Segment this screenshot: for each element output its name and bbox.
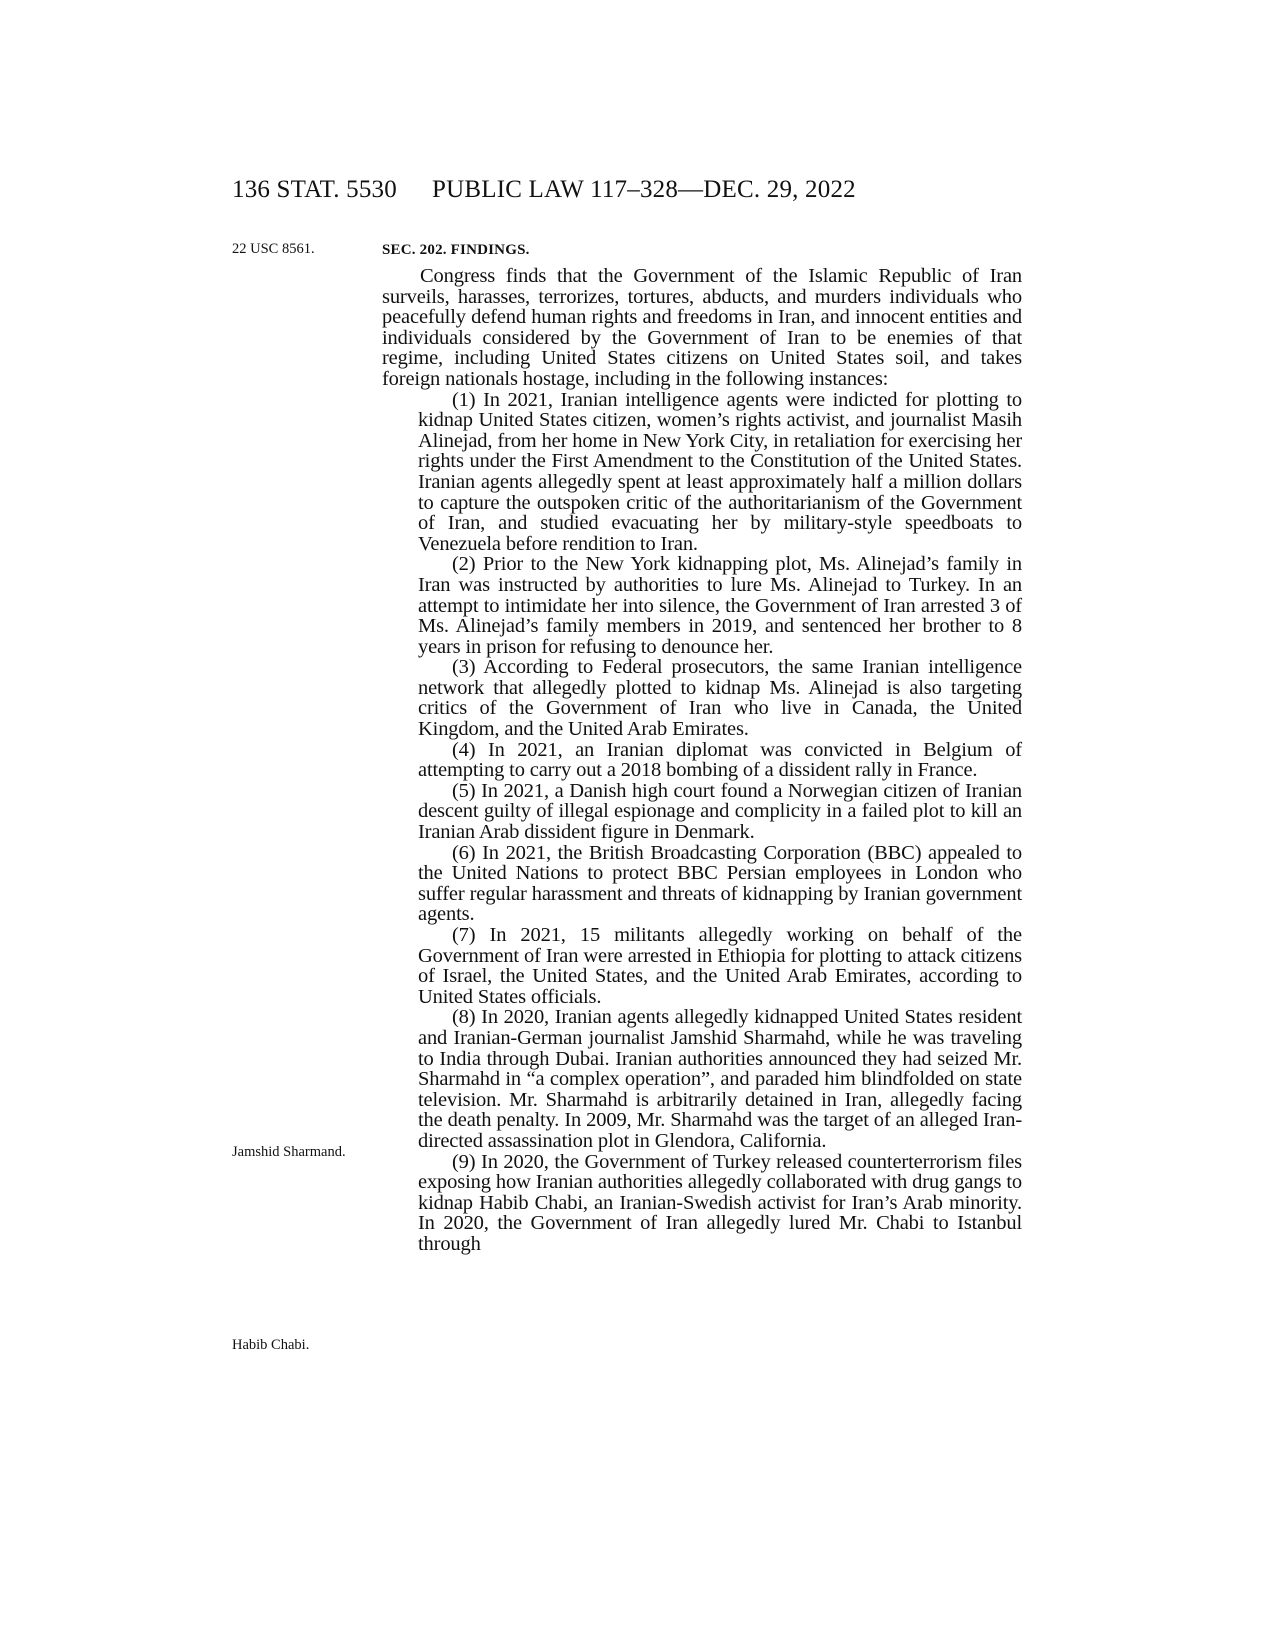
statute-citation: 136 STAT. 5530 [232, 176, 397, 203]
finding-9: (9) In 2020, the Government of Turkey released counterterrorism files exposing how Iranian authorities allegedly collaborated with drug gangs to kidnap Habib Chabi, an Iranian-Swedish activist for Iran’s Arab minority. In 2020, the Government of Iran allegedly lured Mr. Chabi to Istanbul through [418, 1150, 1022, 1255]
finding-2: (2) Prior to the New York kidnapping plot, Ms. Alinejad’s family in Iran was instructed by authorities to lure Ms. Alinejad to Turkey. In an attempt to intimidate her into silence, the Government of Iran arrested 3 of Ms. Alinejad’s family members in 2019, and sentenced her brother to 8 years in prison for refusing to denounce her. [418, 553, 1022, 658]
finding-3: (3) According to Federal prosecutors, the same Iranian intelligence network that allegedly plotted to kidnap Ms. Alinejad is also targeting critics of the Government of Iran who live in Canada, the United Kingdom, and the United Arab Emirates. [418, 656, 1022, 741]
finding-7: (7) In 2021, 15 militants allegedly working on behalf of the Government of Iran were arrested in Ethiopia for plotting to attack citizens of Israel, the United States, and the United Arab Emirates, according to United States officials. [418, 924, 1022, 1008]
finding-6: (6) In 2021, the British Broadcasting Corporation (BBC) appealed to the United Nations to protect BBC Persian employees in London who suffer regular harassment and threats of kidnapping by Iranian government agents. [418, 841, 1022, 926]
finding-8: (8) In 2020, Iranian agents allegedly kidnapped United States resident and Iranian-German journalist Jamshid Sharmahd, while he was traveling to India through Dubai. Iranian authorities announced they had seized Mr. Sharmahd in “a complex operation”, and paraded him blindfolded on state television. Mr. Sharmahd is arbitrarily detained in Iran, allegedly facing the death penalty. In 2009, Mr. Sharmahd was the target of an alleged Iran-directed assassination plot in Glendora, California. [418, 1006, 1022, 1152]
margin-note-usc: 22 USC 8561. [232, 241, 315, 257]
margin-note-habib: Habib Chabi. [232, 1337, 310, 1353]
running-head: PUBLIC LAW 117–328—DEC. 29, 2022 [432, 176, 856, 203]
intro-paragraph: Congress finds that the Government of the Islamic Republic of Iran surveils, harasses, terrorizes, tortures, abducts, and murders individuals who peacefully defend human rights and freedoms in Iran, and innocent entities and individuals considered by the Government of Iran to be enemies of that regime, including United States citizens on United States soil, and takes foreign nationals hostage, including in the following instances: [382, 265, 1022, 390]
margin-note-jamshid: Jamshid Sharmand. [232, 1144, 346, 1160]
finding-1: (1) In 2021, Iranian intelligence agents were indicted for plotting to kidnap United States citizen, women’s rights activist, and journalist Masih Alinejad, from her home in New York City, in retaliation for exercising her rights under the First Amendment to the Constitution of the United States. Iranian agents allegedly spent at least approximately half a million dollars to capture the outspoken critic of the authoritarianism of the Government of Iran, and studied evacuating her by military-style speedboats to Venezuela before rendition to Iran. [418, 388, 1022, 555]
page-header [0, 176, 1275, 216]
section-body [382, 240, 1022, 1255]
section-heading: SEC. 202. FINDINGS. [382, 242, 530, 258]
finding-5: (5) In 2021, a Danish high court found a Norwegian citizen of Iranian descent guilty of illegal espionage and complicity in a failed plot to kill an Iranian Arab dissident figure in Denmark. [418, 779, 1022, 844]
finding-4: (4) In 2021, an Iranian diplomat was convicted in Belgium of attempting to carry out a 2018 bombing of a dissident rally in France. [418, 738, 1022, 782]
